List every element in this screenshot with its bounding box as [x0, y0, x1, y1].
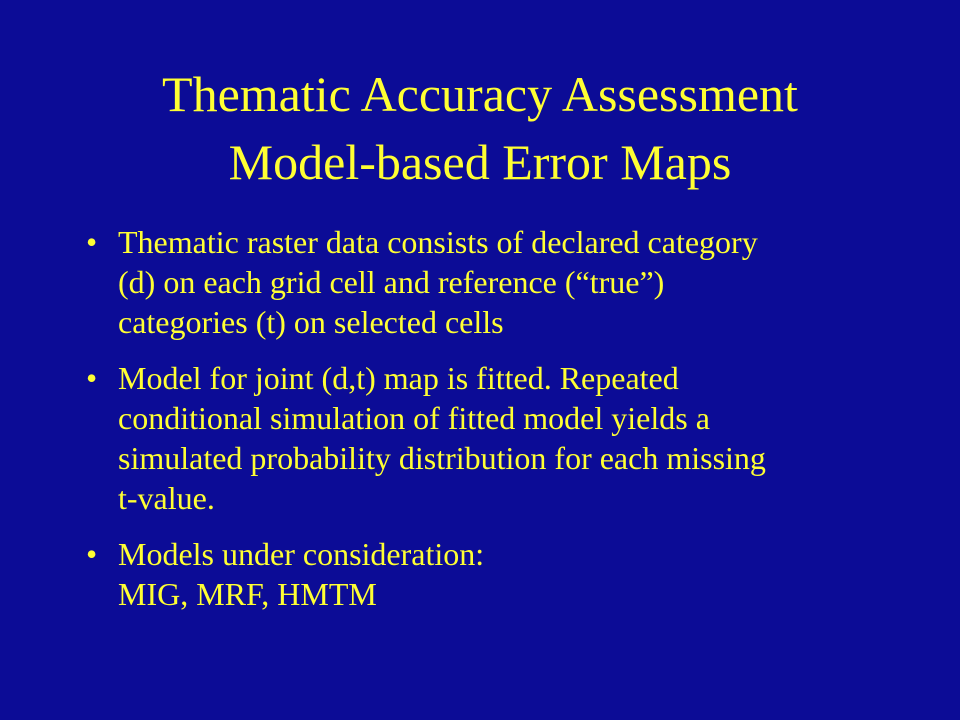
bullet-dot-icon: • [86, 360, 98, 396]
bullet-line: MIG, MRF, HMTM [118, 576, 377, 612]
bullet-text [118, 358, 880, 518]
bullet-line: Thematic raster data consists of declared category [118, 224, 758, 260]
bullet-line: Models under consideration: [118, 536, 485, 572]
title-line-2: Model-based Error Maps [228, 134, 732, 190]
bullet-line: categories (t) on selected cells [118, 304, 504, 340]
bullet-line: t-value. [118, 480, 215, 516]
bullet-line: simulated probability distribution for each missing [118, 440, 766, 476]
bullet-dot-icon: • [86, 536, 98, 572]
bullet-item-2 [80, 358, 880, 518]
bullet-dot-icon: • [86, 224, 98, 260]
bullet-line: (d) on each grid cell and reference (“true”) [118, 264, 665, 300]
bullet-item-1 [80, 222, 880, 342]
title-line-1: Thematic Accuracy Assessment [162, 66, 798, 122]
bullet-text [118, 222, 880, 342]
bullet-list [80, 222, 880, 630]
bullet-text [118, 534, 880, 614]
bullet-item-3 [80, 534, 880, 614]
bullet-line: conditional simulation of fitted model yields a [118, 400, 710, 436]
bullet-line: Model for joint (d,t) map is fitted. Repeated [118, 360, 679, 396]
slide-title [0, 60, 960, 196]
